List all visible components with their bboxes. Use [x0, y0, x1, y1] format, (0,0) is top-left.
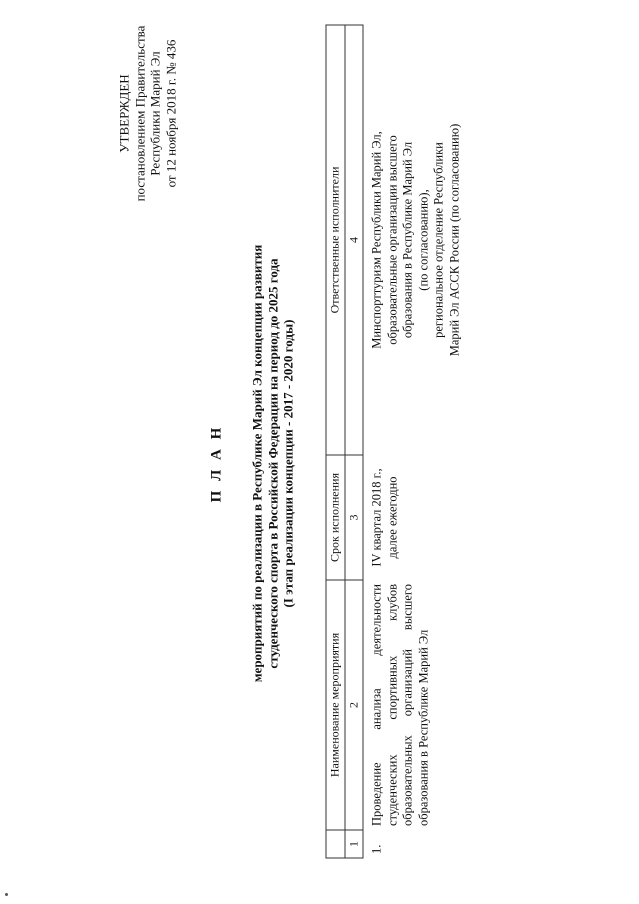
row-name-line: студенческих спортивных клубов — [385, 584, 399, 826]
colnum-3: 3 — [345, 455, 364, 580]
plan-subtitle-3: (I этап реализации концепции - 2017 - 2020 годы) — [280, 319, 296, 608]
plan-subtitle-1: мероприятий по реализации в Республике Марий Эл концепции развития — [249, 244, 265, 683]
header-name: Наименование мероприятия — [326, 580, 345, 830]
plan-table — [326, 25, 463, 859]
colnum-1: 1 — [345, 830, 364, 858]
row-executor-line: региональное отделение Республики — [431, 142, 446, 338]
plan-title: П Л А Н — [208, 424, 225, 503]
row-executors-cell — [363, 25, 463, 455]
header-num — [326, 830, 345, 858]
row-number: 1. — [369, 844, 384, 854]
row-name-line: образовательных организаций высшего — [400, 584, 415, 826]
row-deadline-line: IV квартал 2018 г., — [369, 468, 384, 567]
row-executor-line: Минспорттуризм Республики Марий Эл, — [369, 131, 384, 349]
approval-line-2: постановлением Правительства — [132, 25, 147, 202]
plan-subtitle-2: студенческого спорта в Российской Федерации на период до 2025 года — [265, 258, 280, 669]
table-header-row — [326, 25, 345, 858]
row-executor-line: образования в Республике Марий Эл — [400, 141, 415, 339]
approval-line-1: УТВЕРЖДЕН — [116, 74, 132, 153]
header-deadline: Срок исполнения — [326, 455, 345, 580]
row-name-cell — [363, 580, 463, 830]
rotated-content — [1, 0, 639, 904]
row-name-line: образования в Республике Марий Эл — [416, 629, 430, 826]
colnum-2: 2 — [345, 580, 364, 830]
colnum-4: 4 — [345, 25, 364, 455]
plan-heading — [209, 164, 297, 764]
approval-line-4: от 12 ноября 2018 г. № 436 — [163, 39, 178, 188]
approval-stamp — [117, 9, 179, 219]
approval-line-3: Республики Марий Эл — [147, 51, 163, 176]
scan-speck — [5, 893, 8, 896]
row-name-line: Проведение анализа деятельности — [369, 584, 384, 826]
row-executor-line: Марий Эл АССК России (по согласованию) — [447, 123, 461, 357]
table-colnum-row — [345, 25, 364, 858]
table-row — [363, 25, 463, 858]
row-deadline-line: далее ежегодно — [385, 476, 399, 559]
row-executor-line: образовательные организации высшего — [385, 135, 399, 345]
row-deadline-cell — [363, 455, 463, 580]
row-executor-line: (по согласованию), — [416, 189, 430, 291]
header-executors: Ответственные исполнители — [326, 25, 345, 455]
